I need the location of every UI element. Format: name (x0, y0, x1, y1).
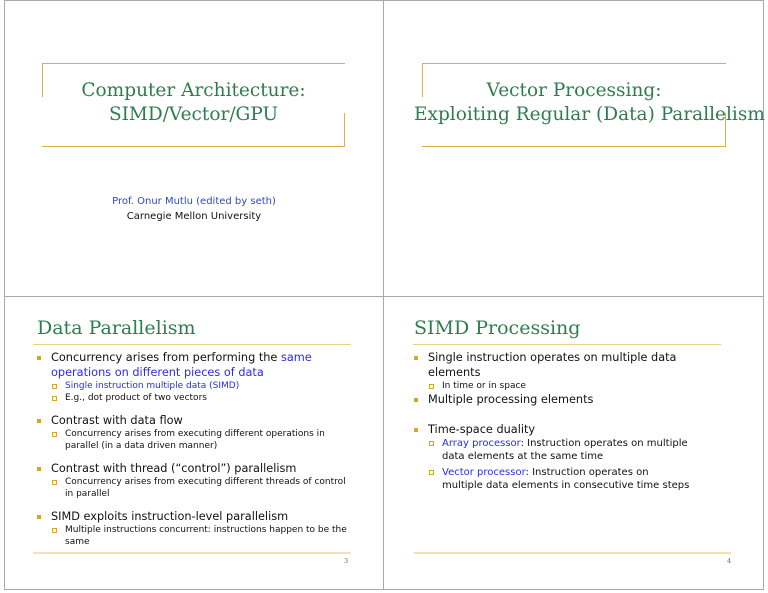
sub-bullet-item: Multiple instructions concurrent: instructions happen to be the same (35, 524, 355, 548)
footer-rule (33, 552, 351, 554)
sub-bullet-item: In time or in space (412, 380, 732, 392)
slide-4 (384, 297, 763, 590)
bullet-item: Multiple processing elements (412, 392, 732, 407)
sub-bullet-item: E.g., dot product of two vectors (35, 392, 355, 404)
sub-bullet-item: Vector processor: Instruction operates on multiple data elements in consecutive time steps (412, 466, 732, 492)
title-line-1: Vector Processing: (486, 80, 662, 101)
slide-3 (5, 297, 383, 590)
bullet-item: SIMD exploits instruction-level parallelism (35, 509, 355, 524)
title-bracket-top (422, 63, 726, 64)
sub-bullet-item: Array processor: Instruction operates on multiple data elements at the same time (412, 437, 732, 463)
bullet-list (35, 350, 355, 548)
affiliation: Carnegie Mellon University (126, 211, 262, 222)
bullet-item: Contrast with data flow (35, 413, 355, 428)
author-name: Prof. Onur Mutlu (edited by seth) (112, 196, 276, 207)
slide-title: SIMD Processing (414, 317, 581, 339)
sub-bullet-item: Concurrency arises from executing different threads of control in parallel (35, 476, 355, 500)
sub-bullet-item: Single instruction multiple data (SIMD) (35, 380, 355, 392)
slide-1-title (42, 79, 345, 127)
title-bracket-top (42, 63, 345, 64)
title-bracket-bottom (42, 146, 345, 147)
footer-rule (414, 552, 731, 554)
slide-2 (384, 1, 763, 296)
bullet-item: Concurrency arises from performing the same operations on different pieces of data (35, 350, 355, 380)
author-block (5, 194, 383, 224)
title-bracket-bottom (422, 146, 726, 147)
title-line-2: Exploiting Regular (Data) Parallelism (414, 104, 765, 125)
title-line-1: Computer Architecture: (81, 80, 306, 101)
page-number: 3 (344, 557, 349, 565)
slide-title: Data Parallelism (37, 317, 196, 339)
bullet-item: Time-space duality (412, 422, 732, 437)
title-line-2: SIMD/Vector/GPU (108, 104, 279, 125)
slide-1 (5, 1, 383, 296)
bullet-item: Contrast with thread (“control”) parallelism (35, 461, 355, 476)
bullet-list (412, 350, 732, 492)
slide-2-title (414, 79, 765, 127)
sub-bullet-item: Concurrency arises from executing different operations in parallel (in a data driven manner) (35, 428, 355, 452)
bullet-item: Single instruction operates on multiple data elements (412, 350, 732, 380)
title-rule (33, 344, 351, 345)
title-rule (413, 344, 721, 345)
page-number: 4 (727, 557, 732, 565)
